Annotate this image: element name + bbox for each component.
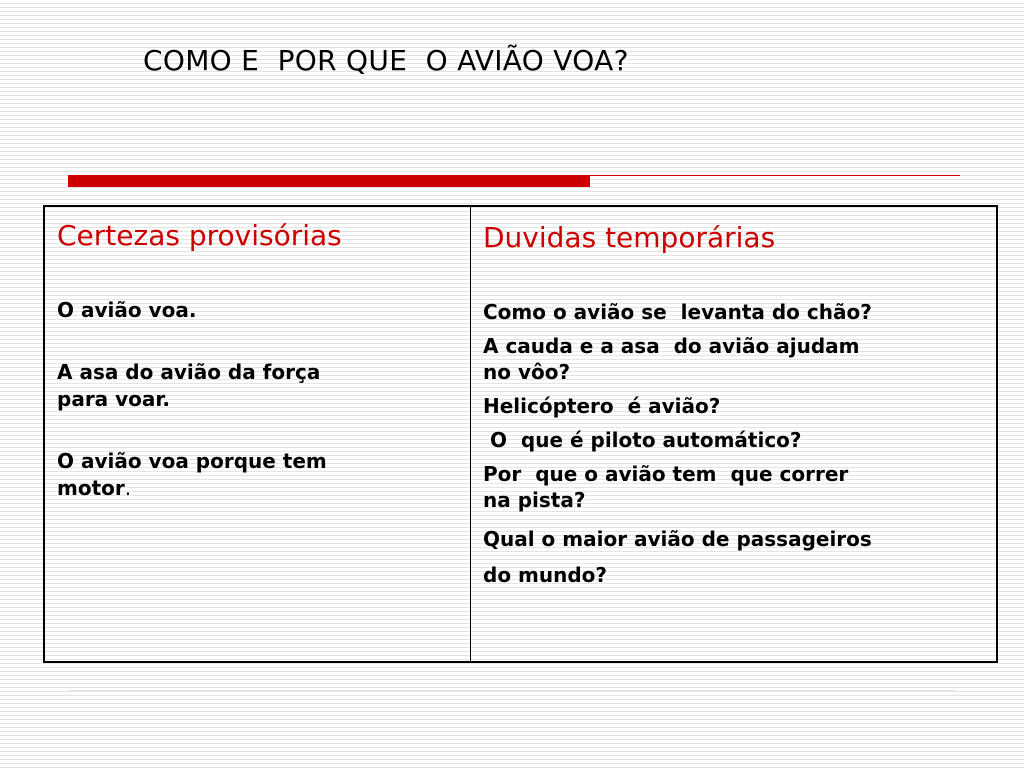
doubt-item: Por que o avião tem que correr na pista? — [483, 462, 849, 512]
doubt-item: Como o avião se levanta do chão? — [483, 300, 872, 324]
doubts-heading: Duvidas temporárias — [483, 221, 776, 254]
doubt-item: Helicóptero é avião? — [483, 394, 721, 418]
doubt-item: A cauda e a asa do avião ajudam no vôo? — [483, 334, 860, 384]
certainty-item: A asa do avião da força para voar. — [57, 360, 321, 411]
slide-title: COMO E POR QUE O AVIÃO VOA? — [143, 44, 629, 77]
accent-red-bar — [68, 175, 590, 187]
certainty-item: O avião voa. — [57, 298, 197, 322]
certainty-item-period: . — [124, 476, 132, 500]
certainties-heading: Certezas provisórias — [57, 219, 342, 252]
certainty-item — [57, 448, 460, 502]
doubts-list — [483, 299, 982, 593]
doubts-column — [471, 207, 996, 661]
comparison-table — [43, 205, 998, 663]
certainty-item-text: O avião voa porque tem motor — [57, 449, 327, 500]
bottom-divider — [68, 690, 956, 691]
accent-thin-line — [590, 175, 960, 176]
doubt-item: Qual o maior avião de passageiros do mundo? — [483, 527, 872, 587]
doubt-item: O que é piloto automático? — [483, 428, 802, 452]
certainties-column — [45, 207, 471, 661]
certainties-list — [57, 297, 460, 502]
